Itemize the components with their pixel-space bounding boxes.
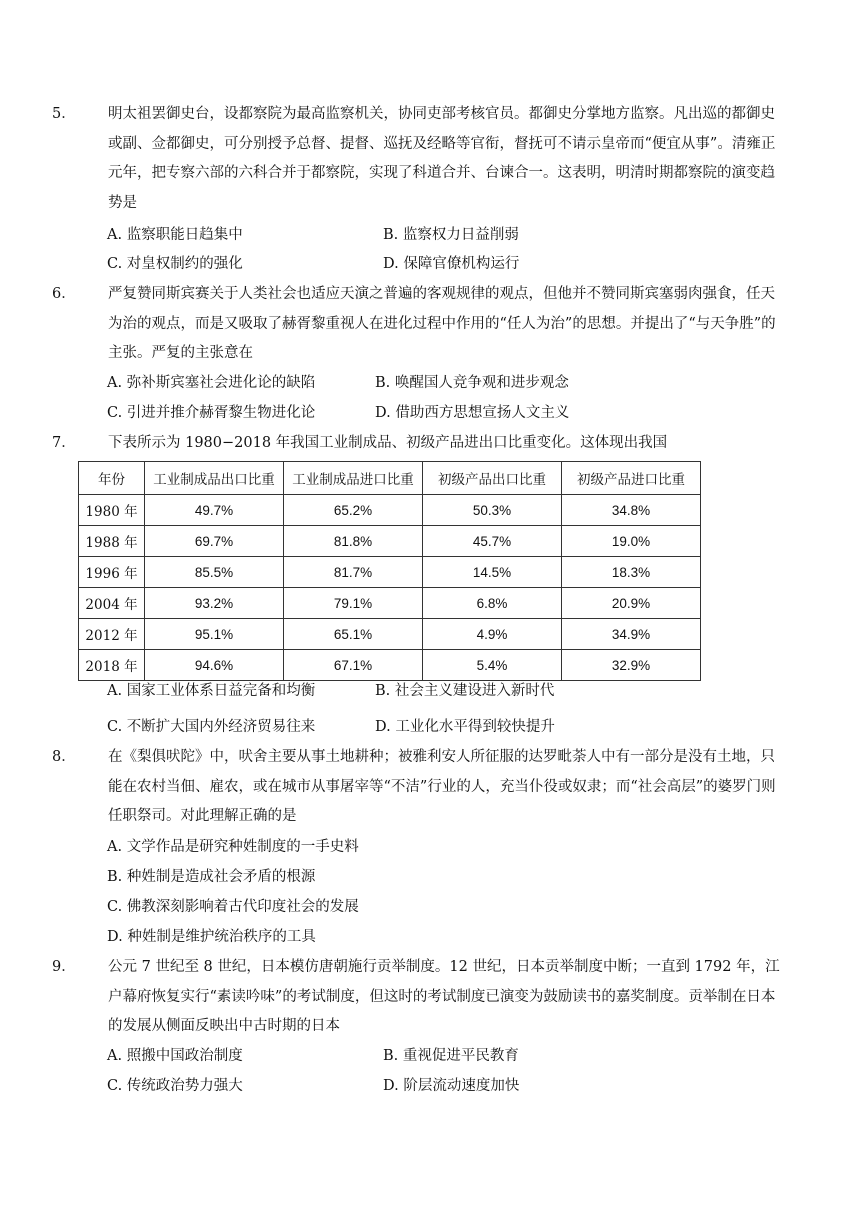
table-cell: 4.9% xyxy=(423,619,562,650)
table-cell: 32.9% xyxy=(562,650,701,681)
question-stem: 下表所示为 1980−2018 年我国工业制成品、初级产品进出口比重变化。这体现出我国 xyxy=(108,435,668,451)
table-cell: 49.7% xyxy=(145,495,284,526)
option-b[interactable]: B. 社会主义建设进入新时代 xyxy=(375,683,555,699)
option-a[interactable]: A. 照搬中国政治制度 xyxy=(107,1048,243,1064)
option-a[interactable]: A. 监察职能日趋集中 xyxy=(107,227,243,243)
table-cell: 94.6% xyxy=(145,650,284,681)
question-stem: 明太祖罢御史台，设都察院为最高监察机关，协同吏部考核官员。都御史分掌地方监察。凡出巡的都御史或副、佥都御史，可分别授予总督、提督、巡抚及经略等官衔，督抚可不请示皇帝而“便宜从事”。清雍正元年，把专察六部的六科合并于都察院，实现了科道合并、台谏合一。这表明，明清时期都察院的演变趋势是 xyxy=(108,106,776,211)
table-cell: 81.8% xyxy=(284,526,423,557)
question-6 xyxy=(52,280,785,369)
table-row xyxy=(79,650,701,681)
table-cell: 85.5% xyxy=(145,557,284,588)
table-cell: 19.0% xyxy=(562,526,701,557)
table-cell: 6.8% xyxy=(423,588,562,619)
table-cell: 69.7% xyxy=(145,526,284,557)
option-a[interactable]: A. 弥补斯宾塞社会进化论的缺陷 xyxy=(107,375,316,391)
trade-table xyxy=(78,461,701,681)
option-b[interactable]: B. 监察权力日益削弱 xyxy=(383,227,519,243)
table-cell: 67.1% xyxy=(284,650,423,681)
question-number: 8． xyxy=(52,749,76,765)
question-number: 5． xyxy=(52,106,76,122)
option-c[interactable]: C. 佛教深刻影响着古代印度社会的发展 xyxy=(107,899,359,915)
header-cell: 工业制成品进口比重 xyxy=(284,462,423,495)
table-row xyxy=(79,495,701,526)
table-cell: 2004 年 xyxy=(79,588,145,619)
table-cell: 50.3% xyxy=(423,495,562,526)
table-cell: 18.3% xyxy=(562,557,701,588)
header-cell: 年份 xyxy=(79,462,145,495)
option-d[interactable]: D. 工业化水平得到较快提升 xyxy=(375,719,555,735)
table-cell: 34.9% xyxy=(562,619,701,650)
question-9 xyxy=(52,953,785,1042)
option-d[interactable]: D. 种姓制是维护统治秩序的工具 xyxy=(107,929,316,945)
table-cell: 2018 年 xyxy=(79,650,145,681)
table-cell: 5.4% xyxy=(423,650,562,681)
table-header-row xyxy=(79,462,701,495)
table-cell: 1988 年 xyxy=(79,526,145,557)
question-number: 7． xyxy=(52,435,76,451)
option-d[interactable]: D. 阶层流动速度加快 xyxy=(383,1078,520,1094)
question-stem: 在《梨俱吠陀》中，吠舍主要从事土地耕种；被雅利安人所征服的达罗毗荼人中有一部分是没有土地，只能在农村当佃、雇农，或在城市从事屠宰等“不洁”行业的人，充当仆役或奴隶；而“社会高层”的婆罗门则任职祭司。对此理解正确的是 xyxy=(108,749,776,824)
option-b[interactable]: B. 重视促进平民教育 xyxy=(383,1048,519,1064)
option-c[interactable]: C. 引进并推介赫胥黎生物进化论 xyxy=(107,405,316,421)
question-5 xyxy=(52,100,785,218)
table-cell: 45.7% xyxy=(423,526,562,557)
table-cell: 81.7% xyxy=(284,557,423,588)
table-cell: 93.2% xyxy=(145,588,284,619)
table-cell: 79.1% xyxy=(284,588,423,619)
question-7 xyxy=(52,429,785,459)
question-stem: 公元 7 世纪至 8 世纪，日本模仿唐朝施行贡举制度。12 世纪，日本贡举制度中断；一直到 1792 年，江户幕府恢复实行“素读吟味”的考试制度，但这时的考试制度已演变为鼓励读书的嘉奖制度。贡举制在日本的发展从侧面反映出中古时期的日本 xyxy=(108,959,780,1034)
option-c[interactable]: C. 对皇权制约的强化 xyxy=(107,256,243,272)
option-a[interactable]: A. 国家工业体系日益完备和均衡 xyxy=(107,683,316,699)
question-number: 6． xyxy=(52,286,76,302)
option-c[interactable]: C. 传统政治势力强大 xyxy=(107,1078,243,1094)
table-cell: 95.1% xyxy=(145,619,284,650)
header-cell: 初级产品出口比重 xyxy=(423,462,562,495)
option-b[interactable]: B. 种姓制是造成社会矛盾的根源 xyxy=(107,869,316,885)
header-cell: 工业制成品出口比重 xyxy=(145,462,284,495)
header-cell: 初级产品进口比重 xyxy=(562,462,701,495)
table-cell: 20.9% xyxy=(562,588,701,619)
table-cell: 1996 年 xyxy=(79,557,145,588)
table-cell: 1980 年 xyxy=(79,495,145,526)
table-cell: 14.5% xyxy=(423,557,562,588)
question-stem: 严复赞同斯宾赛关于人类社会也适应天演之普遍的客观规律的观点，但他并不赞同斯宾塞弱肉强食，任天为治的观点，而是又吸取了赫胥黎重视人在进化过程中作用的“任人为治”的思想。并提出了“与天争胜”的主张。严复的主张意在 xyxy=(108,286,776,361)
option-d[interactable]: D. 保障官僚机构运行 xyxy=(383,256,520,272)
table-row xyxy=(79,557,701,588)
table-row xyxy=(79,588,701,619)
table-cell: 65.1% xyxy=(284,619,423,650)
table-row xyxy=(79,526,701,557)
option-d[interactable]: D. 借助西方思想宣扬人文主义 xyxy=(375,405,570,421)
option-b[interactable]: B. 唤醒国人竞争观和进步观念 xyxy=(375,375,569,391)
option-a[interactable]: A. 文学作品是研究种姓制度的一手史料 xyxy=(107,839,359,855)
table-row xyxy=(79,619,701,650)
option-c[interactable]: C. 不断扩大国内外经济贸易往来 xyxy=(107,719,316,735)
table-cell: 34.8% xyxy=(562,495,701,526)
question-number: 9． xyxy=(52,959,76,975)
question-8 xyxy=(52,743,785,832)
table-cell: 65.2% xyxy=(284,495,423,526)
table-cell: 2012 年 xyxy=(79,619,145,650)
